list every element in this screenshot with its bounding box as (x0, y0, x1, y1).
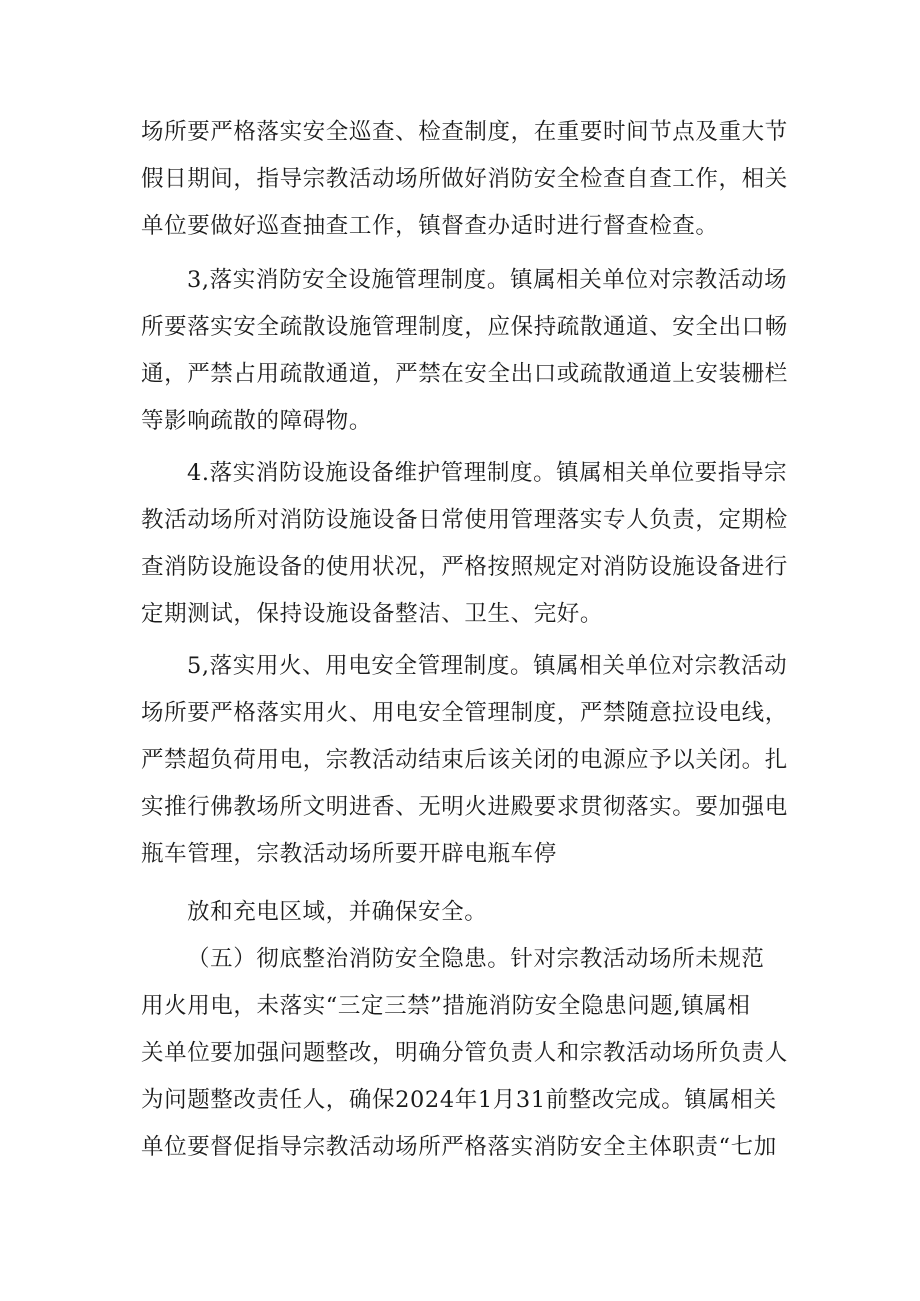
text-line-13: 场所要严格落实用火、用电安全管理制度，严禁随意拉设电线， (141, 700, 788, 726)
text-line-10: 查消防设施设备的使用状况，严格按照规定对消防设施设备进行 (141, 554, 788, 580)
text-line-19: 用火用电，未落实“三定三禁”措施消防安全隐患问题,镇属相 (141, 993, 751, 1019)
text-line-8: 4.落实消防设施设备维护管理制度。镇属相关单位要指导宗 (187, 460, 788, 486)
text-line-1: 场所要严格落实安全巡查、检查制度，在重要时间节点及重大节 (141, 119, 788, 145)
text-line-22: 单位要督促指导宗教活动场所严格落实消防安全主体职责“七加 (141, 1134, 777, 1160)
text-line-15: 实推行佛教场所文明进香、无明火进殿要求贯彻落实。要加强电 (141, 794, 788, 820)
text-line-2: 假日期间，指导宗教活动场所做好消防安全检查自查工作，相关 (141, 166, 788, 192)
text-line-11: 定期测试，保持设施设备整洁、卫生、完好。 (141, 601, 604, 627)
text-line-3: 单位要做好巡查抽查工作，镇督查办适时进行督查检查。 (141, 213, 719, 239)
text-line-7: 等影响疏散的障碍物。 (141, 408, 373, 434)
text-line-5: 所要落实安全疏散设施管理制度，应保持疏散通道、安全出口畅 (141, 314, 788, 340)
text-line-18: （五）彻底整治消防安全隐患。针对宗教活动场所未规范 (187, 946, 765, 972)
text-line-21: 为问题整改责任人，确保2024年1月31前整改完成。镇属相关 (141, 1087, 777, 1113)
text-line-9: 教活动场所对消防设施设备日常使用管理落实专人负责，定期检 (141, 507, 788, 533)
text-line-14: 严禁超负荷用电，宗教活动结束后该关闭的电源应予以关闭。扎 (141, 747, 788, 773)
text-line-6: 通，严禁占用疏散通道，严禁在安全出口或疏散通道上安装栅栏 (141, 361, 788, 387)
text-line-4: 3,落实消防安全设施管理制度。镇属相关单位对宗教活动场 (187, 267, 788, 293)
text-line-12: 5,落实用火、用电安全管理制度。镇属相关单位对宗教活动 (187, 653, 788, 679)
text-line-16: 瓶车管理，宗教活动场所要开辟电瓶车停 (141, 841, 557, 867)
text-line-17: 放和充电区域，并确保安全。 (187, 899, 488, 925)
text-line-20: 关单位要加强问题整改，明确分管负责人和宗教活动场所负责人 (141, 1040, 788, 1066)
